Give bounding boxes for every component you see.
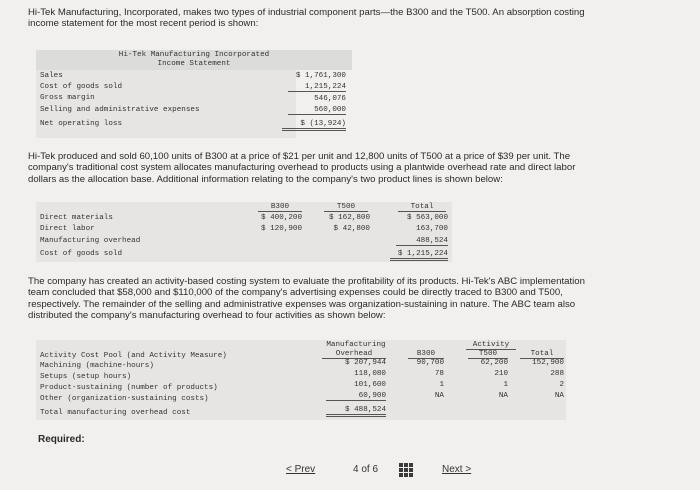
pt-dm-b300: $ 400,200 (260, 214, 302, 222)
header-b300: B300 (258, 203, 302, 212)
at-label-other: Other (organization-sustaining costs) (40, 395, 209, 403)
pagination-bar (286, 461, 486, 481)
pt-cogs-total: $ 1,215,224 (390, 250, 448, 261)
pt-dm-t500: $ 162,800 (328, 214, 370, 222)
at-product-sustaining-b300: 1 (439, 381, 444, 389)
at-header-t500: T500 (468, 350, 508, 359)
paragraph-cost-system (28, 151, 688, 185)
income-statement-title: Income Statement (157, 60, 231, 68)
is-label-cogs: Cost of goods sold (40, 83, 123, 91)
at-product-sustaining-moh: 101,600 (354, 381, 386, 389)
paragraph-line: respectively. The remainder of the selling and administrative expenses was organization-sustaining in nature. The ABC team also (28, 298, 576, 310)
product-table (36, 202, 452, 264)
paragraph-line: company's traditional cost system allocates manufacturing overhead to products using a plantwide overhead rate and direct labor (28, 162, 576, 174)
pt-label-dl: Direct labor (40, 225, 95, 233)
at-machining-b300: 90,700 (416, 359, 444, 367)
next-button[interactable]: Next > (442, 464, 472, 475)
is-value-cogs: 1,215,224 (288, 83, 346, 92)
pt-dl-t500: $ 42,800 (333, 225, 370, 233)
at-setups-b300: 78 (434, 370, 444, 378)
header-t500: T500 (324, 203, 368, 212)
pt-dl-total: 163,700 (416, 225, 448, 233)
is-label-net-loss: Net operating loss (40, 120, 123, 128)
at-setups-total: 288 (550, 370, 564, 378)
prev-button[interactable]: < Prev (286, 464, 316, 475)
pt-label-cogs: Cost of goods sold (40, 250, 123, 258)
at-other-b300: NA (434, 392, 444, 400)
paragraph-line: team concluded that $58,000 and $110,000 of the company's advertising expenses could be directly traced to B300 and T500, (28, 287, 563, 299)
at-other-t500: NA (498, 392, 508, 400)
at-label-product-sustaining: Product-sustaining (number of products) (40, 384, 218, 392)
at-other-moh: 60,900 (326, 392, 386, 401)
is-value-sales: $ 1,761,300 (295, 72, 346, 80)
at-header-activity: Activity (466, 341, 516, 350)
at-product-sustaining-total: 2 (559, 381, 564, 389)
at-total-moh: $ 488,524 (326, 406, 386, 417)
intro-line: Hi-Tek Manufacturing, Incorporated, makes two types of industrial component parts—the B300 and the T500. An absorption costing (28, 7, 585, 18)
paragraph-line: Hi-Tek produced and sold 60,100 units of B300 at a price of $21 per unit and 12,800 units of T500 at a price of $39 per unit. The (28, 151, 571, 162)
activity-table (36, 340, 566, 422)
pt-dm-total: $ 563,000 (406, 214, 448, 222)
at-product-sustaining-t500: 1 (503, 381, 508, 389)
intro-paragraph (28, 7, 688, 30)
at-label-total-moh: Total manufacturing overhead cost (40, 409, 191, 417)
at-other-total: NA (554, 392, 564, 400)
at-header-pool: Activity Cost Pool (and Activity Measure) (40, 352, 227, 360)
header-total: Total (398, 203, 446, 212)
required-label: Required: (38, 434, 85, 445)
at-header-total: Total (520, 350, 564, 359)
pt-label-moh: Manufacturing overhead (40, 237, 141, 245)
is-label-sga: Selling and administrative expenses (40, 106, 200, 114)
paragraph-line: distributed the company's manufacturing overhead to four activities as shown below: (28, 309, 386, 321)
at-setups-moh: 118,080 (354, 370, 386, 378)
is-value-net-loss: $ (13,924) (282, 120, 346, 131)
at-setups-t500: 210 (494, 370, 508, 378)
at-label-machining: Machining (machine-hours) (40, 362, 154, 370)
at-header-moh-2: Overhead (322, 350, 386, 359)
is-label-sales: Sales (40, 72, 63, 80)
paragraph-line: dollars as the allocation base. Additional information relating to the company's two product lines is shown below: (28, 173, 503, 185)
pt-moh-total: 488,524 (396, 237, 448, 246)
is-label-gross-margin: Gross margin (40, 94, 95, 102)
at-header-b300: B300 (408, 350, 444, 359)
at-header-moh-1: Manufacturing (326, 341, 386, 349)
at-label-setups: Setups (setup hours) (40, 373, 132, 381)
is-value-sga: 560,000 (288, 106, 346, 115)
income-statement (36, 50, 352, 140)
is-value-gross-margin: 546,076 (314, 95, 346, 103)
pt-dl-b300: $ 120,900 (260, 225, 302, 233)
intro-line: income statement for the most recent period is shown: (28, 18, 259, 30)
grid-icon[interactable] (399, 463, 413, 477)
at-machining-moh: $ 207,944 (344, 359, 386, 367)
at-machining-total: 152,900 (532, 359, 564, 367)
pt-label-dm: Direct materials (40, 214, 113, 222)
paragraph-abc (28, 276, 688, 321)
income-statement-company: Hi-Tek Manufacturing Incorporated (118, 51, 270, 59)
page-indicator: 4 of 6 (353, 464, 379, 475)
at-machining-t500: 62,200 (480, 359, 508, 367)
paragraph-line: The company has created an activity-based costing system to evaluate the profitability of its products. Hi-Tek's ABC implementation (28, 276, 585, 287)
